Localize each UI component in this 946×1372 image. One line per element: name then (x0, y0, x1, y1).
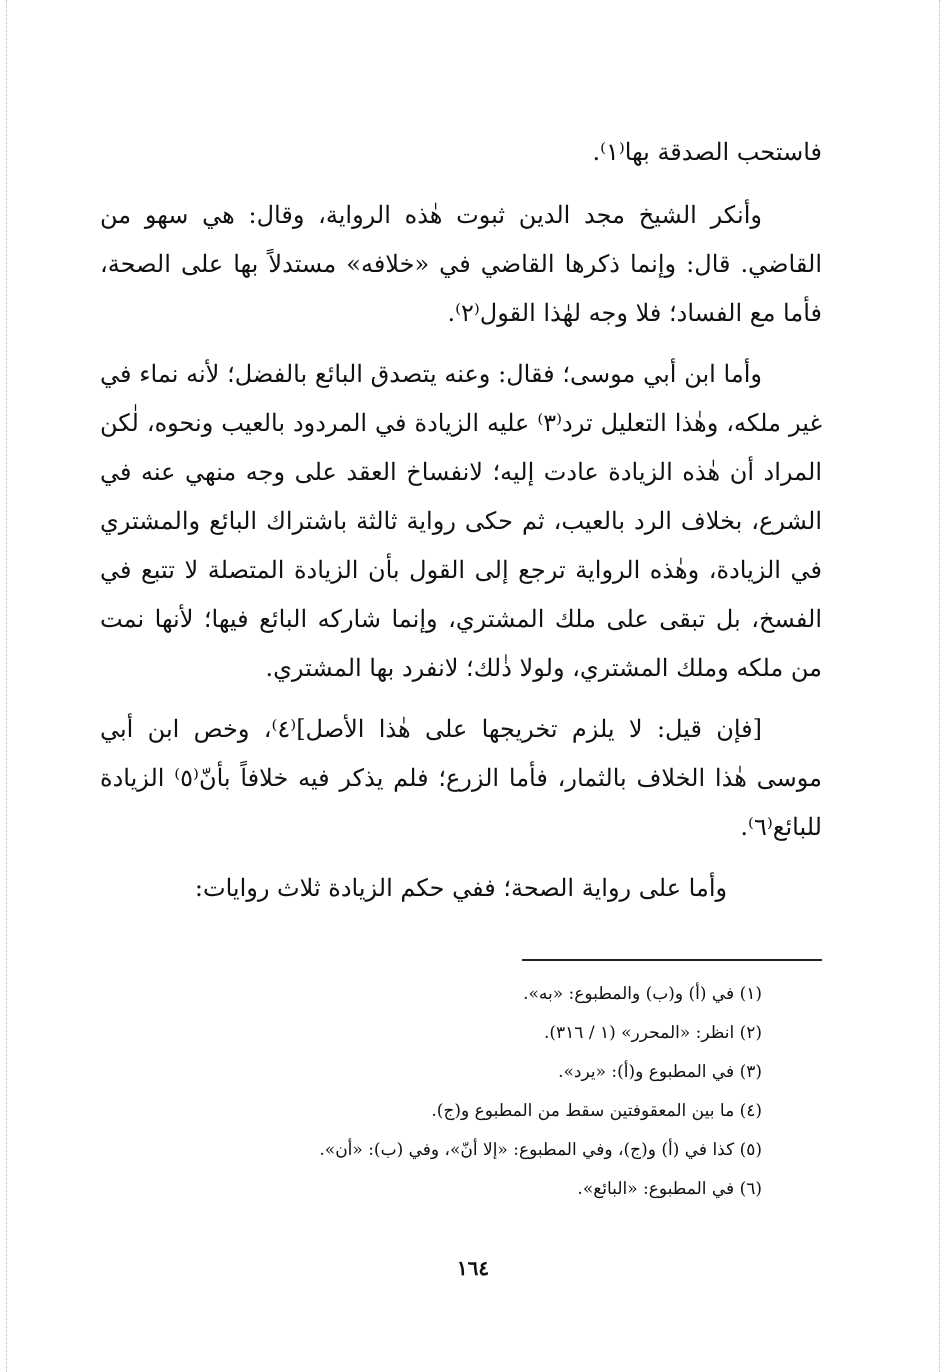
paragraph-3: وأما ابن أبي موسى؛ فقال: وعنه يتصدق البائع بالفضل؛ لأنه نماء في غير ملكه، وهٰذا التعليل ترد⁽٣⁾ عليه الزيادة في المردود بالعيب ونحوه، لٰكن المراد أن هٰذه الزيادة عادت إليه؛ لانفساخ العقد على وجه منهي عنه في الشرع، بخلاف الرد بالعيب، ثم حكى رواية ثالثة باشتراك البائع والمشتري في الزيادة، وهٰذه الرواية ترجع إلى القول بأن الزيادة المتصلة لا تتبع في الفسخ، بل تبقى على ملك المشتري، وإنما شاركه البائع فيها؛ لأنها نمت من ملكه وملك المشتري، ولولا ذٰلك؛ لانفرد بها المشتري. (100, 360, 822, 682)
footnotes (100, 975, 762, 1209)
footnote-6: (٦) في المطبوع: «البائع». (577, 1179, 762, 1199)
footnote-3: (٣) في المطبوع و(أ): «يرد». (558, 1062, 762, 1082)
footnote-2: (٢) انظر: «المحرر» (١ / ٣١٦). (543, 1023, 762, 1043)
paragraph-4: [فإن قيل: لا يلزم تخريجها على هٰذا الأصل]⁽٤⁾، وخص ابن أبي موسى هٰذا الخلاف بالثمار، فأما الزرع؛ فلم يذكر فيه خلافاً بأنّ⁽٥⁾ الزيادة للبائع⁽٦⁾. (100, 715, 823, 841)
page-edge-left (6, 0, 7, 1372)
paragraph-5: وأما على رواية الصحة؛ ففي حكم الزيادة ثلاث روايات: (194, 874, 728, 902)
footnote-1: (١) في (أ) و(ب) والمطبوع: «به». (523, 984, 762, 1004)
page-edge-right (939, 0, 940, 1372)
paragraph-2: وأنكر الشيخ مجد الدين ثبوت هٰذه الرواية، وقال: هي سهو من القاضي. قال: وإنما ذكرها القاضي في «خلافه» مستدلاً بها على الصحة، فأما مع الفساد؛ فلا وجه لهٰذا القول⁽٢⁾. (100, 201, 822, 327)
main-text (100, 128, 822, 925)
paragraph-1: فاستحب الصدقة بها⁽١⁾. (592, 138, 822, 166)
page-number: ١٦٤ (456, 1256, 490, 1280)
footnote-5: (٥) كذا في (أ) و(ج)، وفي المطبوع: «إلا أنّ»، وفي (ب): «أن». (319, 1140, 762, 1160)
footnote-separator (522, 959, 822, 961)
footnote-4: (٤) ما بين المعقوفتين سقط من المطبوع و(ج). (431, 1101, 762, 1121)
